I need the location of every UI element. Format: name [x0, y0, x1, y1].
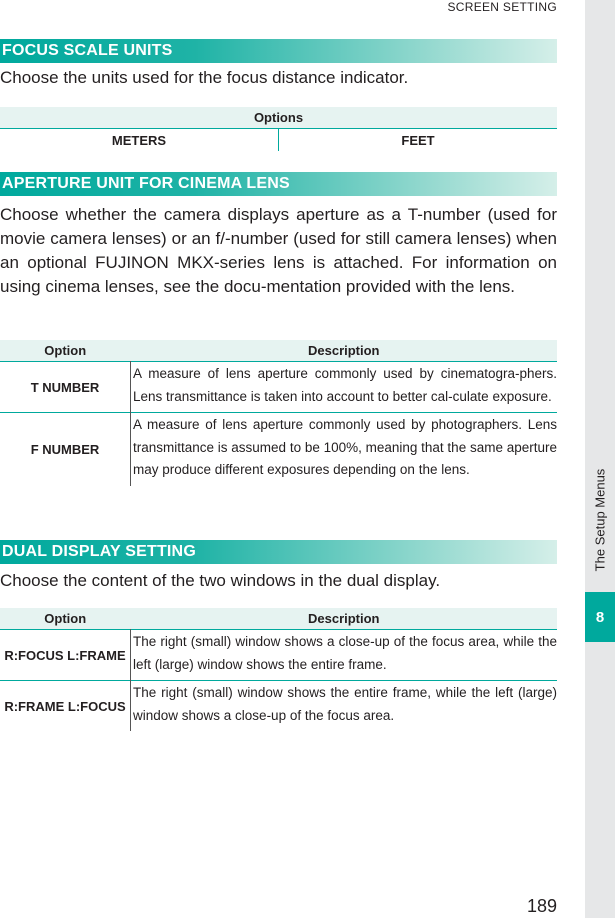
- r-focus-l-frame-description: The right (small) window shows a close-up of the focus area, while the left (large) window shows the entire frame.: [131, 630, 558, 681]
- focus-scale-options-table: [0, 107, 557, 151]
- table-header-option: Option: [0, 340, 131, 362]
- option-r-focus-l-frame: R:FOCUS L:FRAME: [0, 630, 131, 681]
- dual-display-description: Choose the content of the two windows in the dual display.: [0, 571, 441, 590]
- table-header-description: Description: [131, 340, 558, 362]
- table-row: [0, 630, 557, 681]
- table-header-option: Option: [0, 608, 131, 630]
- chapter-side-tab: [585, 0, 615, 918]
- section-title-focus-scale-units: FOCUS SCALE UNITS: [0, 39, 557, 63]
- chapter-number-badge: 8: [585, 592, 615, 642]
- r-frame-l-focus-description: The right (small) window shows the entire frame, while the left (large) window shows a close-up of the focus area.: [131, 681, 558, 732]
- dual-display-table: [0, 608, 557, 731]
- f-number-description: A measure of lens aperture commonly used by photographers. Lens transmittance is assumed to be 100%, meaning that the same aperture may produce different exposures depending on the lens.: [131, 413, 558, 486]
- table-row: [0, 362, 557, 413]
- option-r-frame-l-focus: R:FRAME L:FOCUS: [0, 681, 131, 732]
- option-meters: METERS: [0, 129, 279, 152]
- option-t-number: T NUMBER: [0, 362, 131, 413]
- option-f-number: F NUMBER: [0, 413, 131, 486]
- aperture-unit-description: Choose whether the camera displays aperture as a T-number (used for movie camera lenses) or an f/-number (used for still camera lenses) when an optional FUJINON MKX-series lens is attached. For information on using cinema lenses, see the docu-mentation provided with the lens.: [0, 205, 557, 296]
- chapter-label: The Setup Menus: [592, 468, 608, 572]
- t-number-description: A measure of lens aperture commonly used by cinematogra-phers. Lens transmittance is taken into account to better cal-culate exposure.: [131, 362, 558, 413]
- table-row: [0, 413, 557, 486]
- running-head: SCREEN SETTING: [447, 0, 557, 14]
- option-feet: FEET: [279, 129, 558, 152]
- focus-scale-units-description: Choose the units used for the focus distance indicator.: [0, 68, 409, 87]
- page-number: 189: [526, 896, 557, 916]
- table-row: [0, 681, 557, 732]
- table-header-description: Description: [131, 608, 558, 630]
- aperture-unit-table: [0, 340, 557, 486]
- options-header: Options: [0, 107, 557, 129]
- section-title-aperture-unit: APERTURE UNIT FOR CINEMA LENS: [0, 172, 557, 196]
- section-title-dual-display: DUAL DISPLAY SETTING: [0, 540, 557, 564]
